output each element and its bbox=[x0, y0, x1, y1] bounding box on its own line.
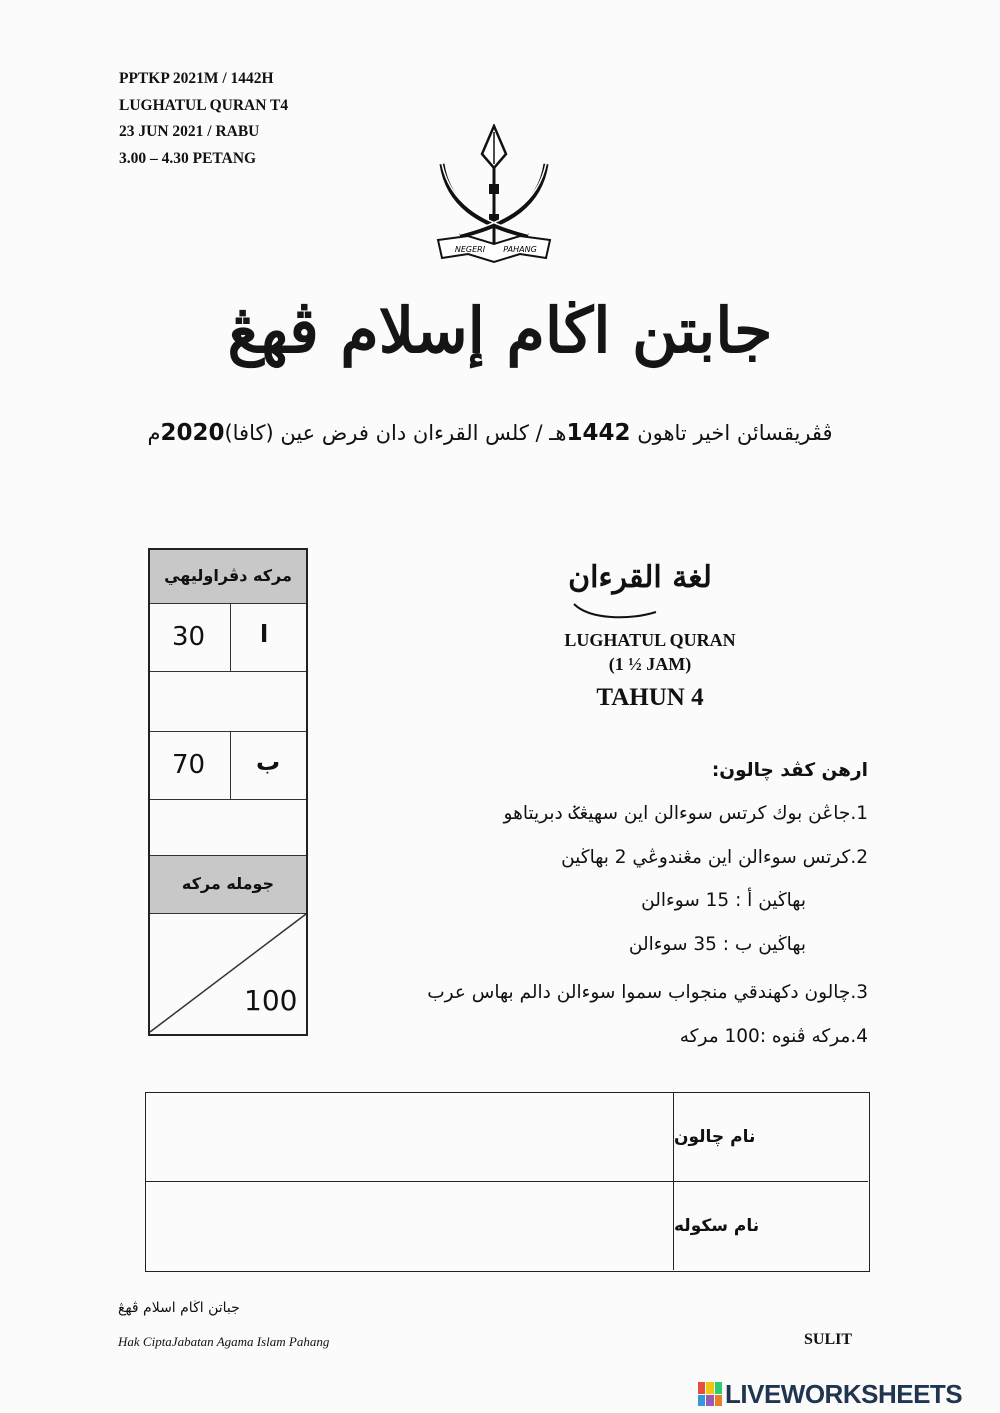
state-crest-icon bbox=[428, 124, 560, 272]
name-table bbox=[145, 1092, 870, 1272]
calligraphy-text: جابتن اڬام إسلام ڤهڠ bbox=[227, 294, 773, 367]
department-calligraphy bbox=[200, 280, 800, 410]
candidate-name-label: نام چالون bbox=[673, 1093, 868, 1181]
liveworksheets-logo[interactable] bbox=[698, 1378, 994, 1410]
score-b-section: ب bbox=[256, 748, 281, 776]
footer-department-arabic: جباتن اڬام اسلام ڤهڠ bbox=[118, 1300, 240, 1316]
score-b-marks: 70 bbox=[172, 750, 206, 780]
exam-time: 3.00 – 4.30 PETANG bbox=[119, 149, 257, 167]
score-spacer-row bbox=[150, 672, 306, 732]
school-name-label: نام سكوله bbox=[673, 1182, 868, 1270]
school-name-input[interactable] bbox=[146, 1182, 671, 1270]
instruction-2: 2.كرتس سوءالن اين مڠندوڠي 2 بهاڬين bbox=[561, 847, 868, 868]
score-box-header: مركه دڤراوليهي bbox=[150, 550, 306, 604]
candidate-name-row bbox=[146, 1093, 868, 1182]
title-duration: (1 ½ JAM) bbox=[608, 654, 692, 674]
crest-ribbon-left: NEGERI bbox=[454, 245, 486, 254]
subtitle-part2: هـ / كلس القرءان دان فرض عين (كافا) bbox=[224, 421, 567, 445]
subtitle-part3: م bbox=[147, 421, 161, 445]
score-row-b bbox=[150, 732, 306, 800]
instruction-4: 4.مركه ڤنوه :100 مركه bbox=[679, 1026, 868, 1047]
title-english-name: LUGHATUL QURAN bbox=[564, 630, 736, 650]
footer-copyright: Hak CiptaJabatan Agama Islam Pahang bbox=[118, 1334, 330, 1349]
subtitle-year-h: 1442 bbox=[566, 420, 631, 446]
title-english bbox=[520, 628, 780, 676]
exam-code: PPTKP 2021M / 1442H bbox=[119, 70, 274, 87]
subtitle-year-m: 2020 bbox=[160, 420, 225, 446]
title-arabic: لغة القرءان bbox=[568, 560, 712, 595]
crest-ribbon-right: PAHANG bbox=[503, 245, 537, 254]
liveworksheets-wordmark: LIVEWORKSHEETS bbox=[725, 1378, 963, 1409]
exam-subtitle bbox=[120, 420, 860, 446]
instruction-2a: بهاڬين أ : 15 سوءالن bbox=[641, 890, 806, 911]
instruction-2b: بهاڬين ب : 35 سوءالن bbox=[628, 934, 806, 955]
school-name-row bbox=[146, 1182, 868, 1270]
score-a-marks: 30 bbox=[172, 622, 206, 652]
score-total-header: جومله مركه bbox=[150, 856, 306, 914]
title-year: TAHUN 4 bbox=[596, 684, 704, 711]
score-row-a bbox=[150, 604, 306, 672]
score-total-value: 100 bbox=[244, 984, 298, 1017]
exam-header bbox=[119, 66, 288, 172]
score-a-section: ا bbox=[260, 620, 269, 648]
exam-subject: LUGHATUL QURAN T4 bbox=[119, 96, 289, 114]
score-box bbox=[148, 548, 308, 1036]
exam-date: 23 JUN 2021 / RABU bbox=[119, 123, 260, 140]
score-total-cell bbox=[150, 914, 306, 1034]
instruction-3: 3.چالون دكهندقي منجواب سموا سوءالن دالم بهاس عرب bbox=[427, 982, 868, 1003]
title-flourish-icon bbox=[560, 598, 720, 620]
candidate-name-input[interactable] bbox=[146, 1093, 671, 1181]
instruction-1: 1.جاڠن بوك كرتس سوءالن اين سهيڠݢ دبريتاهو bbox=[503, 803, 868, 824]
instructions-heading: ارهن كڤد چالون: bbox=[711, 760, 868, 781]
footer-classification: SULIT bbox=[804, 1331, 853, 1348]
liveworksheets-blocks-icon bbox=[698, 1382, 722, 1406]
subtitle-part1: ڤڤريقسائن اخير تاهون bbox=[630, 421, 833, 445]
score-spacer-row-2 bbox=[150, 800, 306, 856]
